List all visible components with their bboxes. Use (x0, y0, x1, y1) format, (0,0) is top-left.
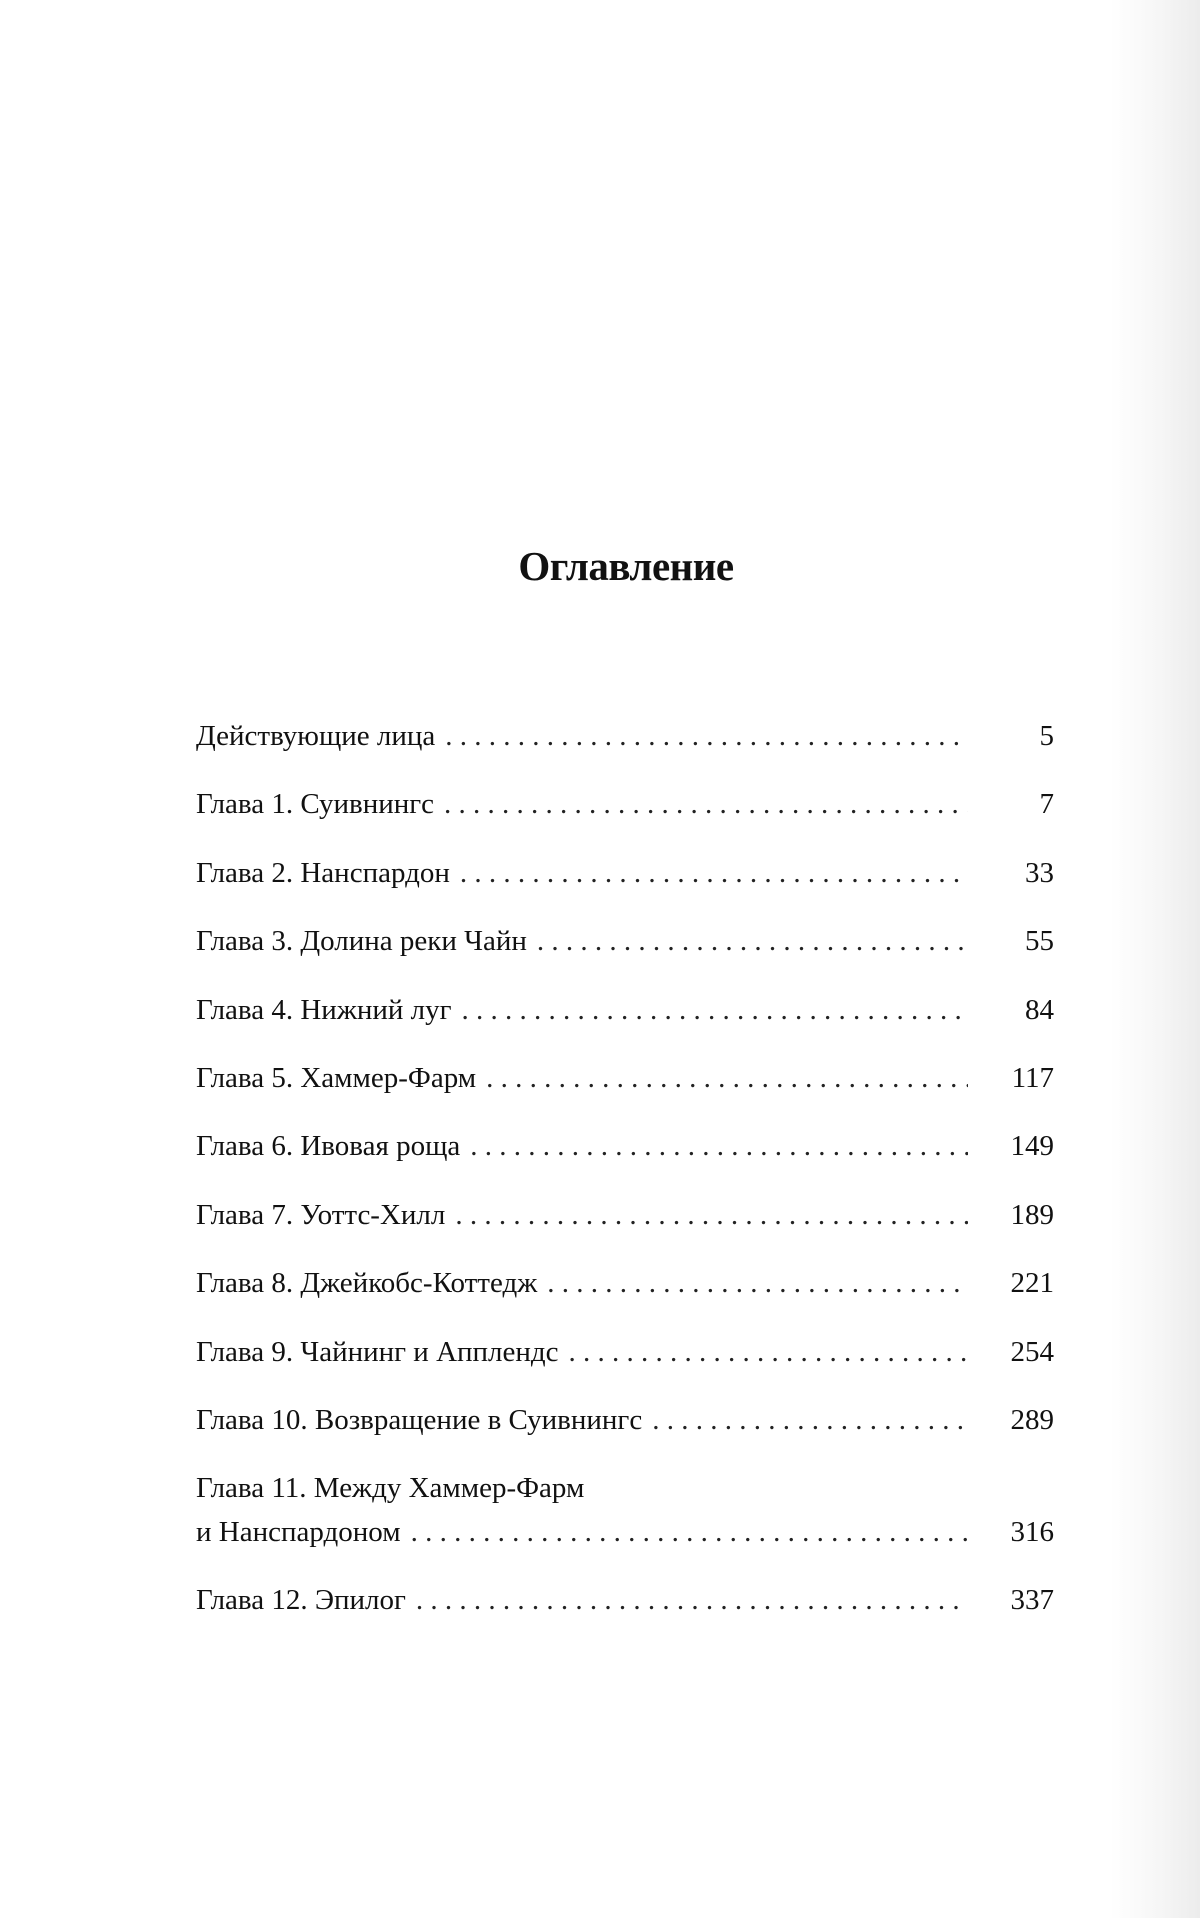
toc-entry-title: Глава 4. Нижний луг (196, 993, 452, 1026)
toc-entry[interactable] (196, 1464, 1054, 1576)
dot-leader (444, 780, 968, 829)
toc-entry[interactable] (196, 780, 1054, 848)
dot-leader (569, 1328, 968, 1377)
dot-leader (547, 1259, 968, 1308)
dot-leader (486, 1054, 968, 1103)
toc-entry[interactable] (196, 1054, 1054, 1122)
toc-entry[interactable] (196, 712, 1054, 780)
toc-entry-page: 5 (1039, 720, 1054, 752)
toc-entry-title-line1: Глава 11. Между Хаммер-Фарм (196, 1472, 585, 1505)
dot-leader (460, 849, 968, 898)
toc-entry-title: Действующие лица (196, 720, 436, 752)
toc-entry-page: 149 (1010, 1130, 1054, 1163)
toc-entry-title: Глава 3. Долина реки Чайн (196, 925, 527, 958)
toc-entry[interactable] (196, 917, 1054, 985)
dot-leader (411, 1508, 968, 1557)
toc-entry-page: 316 (1010, 1516, 1054, 1549)
dot-leader (416, 1576, 968, 1625)
toc-entry-page: 337 (1010, 1584, 1054, 1617)
toc-entry-page: 221 (1010, 1267, 1054, 1300)
toc-entry-page: 33 (1025, 856, 1054, 889)
toc-entry-title: Глава 7. Уоттс-Хилл (196, 1198, 446, 1231)
toc-entry-title: Глава 6. Ивовая роща (196, 1130, 461, 1163)
toc-entry[interactable] (196, 986, 1054, 1054)
page-edge-shadow (1110, 0, 1200, 1918)
dot-leader (455, 1191, 968, 1240)
toc-entry-page: 289 (1010, 1403, 1054, 1436)
toc-entry[interactable] (196, 1259, 1054, 1327)
toc-entry-title: Глава 2. Нанспардон (196, 856, 450, 889)
toc-entry-page: 55 (1025, 925, 1054, 958)
toc-entry[interactable] (196, 1122, 1054, 1190)
dot-leader (462, 986, 968, 1035)
toc-entry-page: 254 (1010, 1335, 1054, 1368)
toc-entry-title: Глава 9. Чайнинг и Апплендс (196, 1335, 559, 1368)
toc-entry-title: Глава 1. Суивнингс (196, 788, 435, 821)
dot-leader (445, 712, 968, 761)
toc-entry-title: Глава 10. Возвращение в Суивнингс (196, 1403, 643, 1436)
table-of-contents (196, 712, 1054, 1645)
toc-entry[interactable] (196, 1328, 1054, 1396)
toc-entry[interactable] (196, 1576, 1054, 1644)
dot-leader (652, 1396, 968, 1445)
toc-entry[interactable] (196, 1396, 1054, 1464)
toc-entry-title-line2: и Нанспардоном (196, 1516, 401, 1549)
toc-entry-title: Глава 12. Эпилог (196, 1584, 406, 1617)
toc-entry-page: 7 (1039, 788, 1054, 821)
page-title: Оглавление (518, 543, 734, 589)
toc-entry[interactable] (196, 849, 1054, 917)
toc-entry[interactable] (196, 1191, 1054, 1259)
toc-entry-title: Глава 8. Джейкобс-Коттедж (196, 1267, 538, 1300)
toc-entry-page: 84 (1025, 993, 1054, 1026)
toc-entry-page: 189 (1010, 1198, 1054, 1231)
dot-leader (537, 917, 968, 966)
toc-entry-title: Глава 5. Хаммер-Фарм (196, 1061, 477, 1094)
dot-leader (470, 1122, 968, 1171)
toc-entry-page: 117 (1011, 1061, 1054, 1094)
